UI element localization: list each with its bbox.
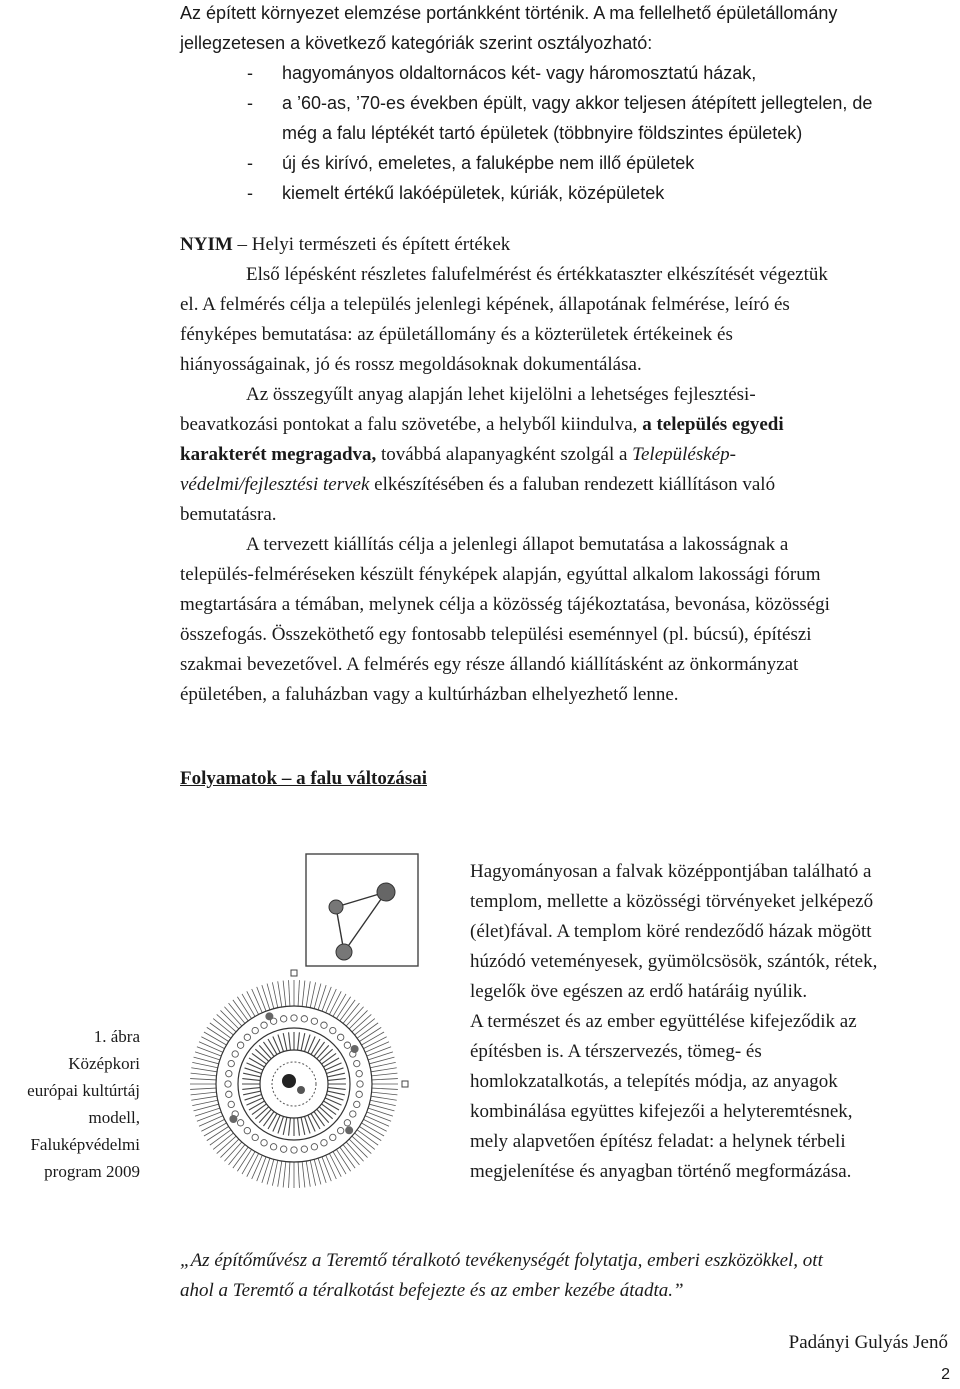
cultural-landscape-figure bbox=[176, 852, 456, 1192]
section-text-line: legelők öve egészen az erdő határáig nyúlik. bbox=[470, 981, 808, 1002]
nyim-p3-line: épületében, a faluházban vagy a kultúrházban elhelyezhető lenne. bbox=[180, 684, 679, 705]
nyim-p3-line: összefogás. Összeköthető egy fontosabb települési eseménnyel (pl. búcsú), építészi bbox=[180, 624, 812, 645]
section-text-line: kombinálása együttes kifejezői a helyteremtésnek, bbox=[470, 1101, 853, 1122]
nyim-p2-bold: a település egyedi bbox=[642, 414, 784, 435]
nyim-heading bbox=[180, 230, 510, 260]
nyim-heading-text: – Helyi természeti és épített értékek bbox=[232, 234, 511, 255]
intro-line-1: Az épített környezet elemzése portánkként történik. A ma fellelhető épületállomány bbox=[180, 3, 838, 23]
list-dash: - bbox=[247, 183, 253, 203]
nyim-p3-line: település-felméréseken készült fényképek alapján, egyúttal alkalom lakossági fórum bbox=[180, 564, 821, 585]
nyim-p2-text: beavatkozási pontokat a falu szövetébe, a helyből kiindulva, bbox=[180, 414, 643, 435]
list-item-continued: még a falu léptékét tartó épületek (többnyire földszintes épületek) bbox=[282, 123, 803, 143]
nyim-p2-line bbox=[180, 470, 775, 500]
quote-author: Padányi Gulyás Jenő bbox=[788, 1332, 948, 1353]
section-text-line: Hagyományosan a falvak középpontjában található a bbox=[470, 861, 872, 882]
quote-line: „Az építőművész a Teremtő téralkotó tevékenységét folytatja, emberi eszközökkel, ott bbox=[180, 1250, 823, 1271]
figure-caption-line: Faluképvédelmi bbox=[30, 1135, 140, 1154]
figure-caption-line: program 2009 bbox=[44, 1162, 140, 1181]
section-text-line: húzódó veteményesek, gyümölcsösök, szántók, rétek, bbox=[470, 951, 878, 972]
list-dash: - bbox=[247, 153, 253, 173]
section-text-line: homlokzatalkotás, a telepítés módja, az anyagok bbox=[470, 1071, 838, 1092]
nyim-p2-bold: karakterét megragadva, bbox=[180, 444, 377, 465]
nyim-p3-line: A tervezett kiállítás célja a jelenlegi állapot bemutatása a lakosságnak a bbox=[246, 534, 789, 555]
figure-caption-line: 1. ábra bbox=[93, 1027, 140, 1046]
nyim-p2-line: bemutatásra. bbox=[180, 504, 277, 525]
nyim-p2-text: elkészítésében és a faluban rendezett kiállításon való bbox=[369, 474, 776, 495]
nyim-p2-italic: védelmi/fejlesztési tervek bbox=[180, 474, 370, 495]
list-item: kiemelt értékű lakóépületek, kúriák, középületek bbox=[282, 183, 665, 203]
nyim-p3-line: megtartására a témában, melynek célja a közösség tájékoztatása, bevonása, közösségi bbox=[180, 594, 830, 615]
section-text-line: építésben is. A térszervezés, tömeg- és bbox=[470, 1041, 762, 1062]
page-number: 2 bbox=[941, 1366, 950, 1383]
figure-caption-line: Középkori bbox=[68, 1054, 140, 1073]
nyim-code: NYIM bbox=[180, 234, 233, 255]
nyim-p2-text: továbbá alapanyagként szolgál a bbox=[376, 444, 633, 465]
nyim-p1-line: Első lépésként részletes falufelmérést és értékkataszter elkészítését végeztük bbox=[246, 264, 828, 285]
concentric-landscape-diagram bbox=[190, 970, 408, 1188]
list-dash: - bbox=[247, 63, 253, 83]
section-title: Folyamatok – a falu változásai bbox=[180, 768, 427, 789]
list-item: hagyományos oldaltornácos két- vagy háromosztatú házak, bbox=[282, 63, 757, 83]
nyim-p2-line bbox=[180, 440, 736, 470]
section-text-line: megjelenítése és anyagban történő megformázása. bbox=[470, 1161, 852, 1182]
inset-diagram bbox=[306, 854, 418, 966]
section-text-line: A természet és az ember együttélése kifejeződik az bbox=[470, 1011, 857, 1032]
nyim-p1-line: el. A felmérés célja a település jelenlegi képének, állapotának felmérése, leíró és bbox=[180, 294, 790, 315]
quote-line: ahol a Teremtő a téralkotást befejezte és az ember kezébe átadta.” bbox=[180, 1280, 684, 1301]
intro-line-2: jellegzetesen a következő kategóriák szerint osztályozható: bbox=[180, 33, 653, 53]
list-item: új és kirívó, emeletes, a faluképbe nem illő épületek bbox=[282, 153, 695, 173]
nyim-p1-line: fényképes bemutatása: az épületállomány és a közterületek értékeinek és bbox=[180, 324, 733, 345]
section-text-line: mely alapvetően építész feladat: a helynek térbeli bbox=[470, 1131, 846, 1152]
nyim-p2-line bbox=[180, 410, 784, 440]
figure-caption-line: modell, bbox=[88, 1108, 140, 1127]
figure-caption-line: európai kultúrtáj bbox=[27, 1081, 140, 1100]
nyim-p2-italic: Településkép- bbox=[632, 444, 736, 465]
section-text-line: templom, mellette a közösségi törvényeket jelképező bbox=[470, 891, 874, 912]
section-text-line: (élet)fával. A templom köré rendeződő házak mögött bbox=[470, 921, 872, 942]
nyim-p1-line: hiányosságainak, jó és rossz megoldásoknak dokumentálása. bbox=[180, 354, 642, 375]
nyim-p2-line: Az összegyűlt anyag alapján lehet kijelölni a lehetséges fejlesztési- bbox=[246, 384, 756, 405]
list-dash: - bbox=[247, 93, 253, 113]
nyim-p3-line: szakmai bevezetővel. A felmérés egy része állandó kiállításként az önkormányzat bbox=[180, 654, 799, 675]
list-item: a ’60-as, ’70-es években épült, vagy akkor teljesen átépített jellegtelen, de bbox=[282, 93, 873, 113]
